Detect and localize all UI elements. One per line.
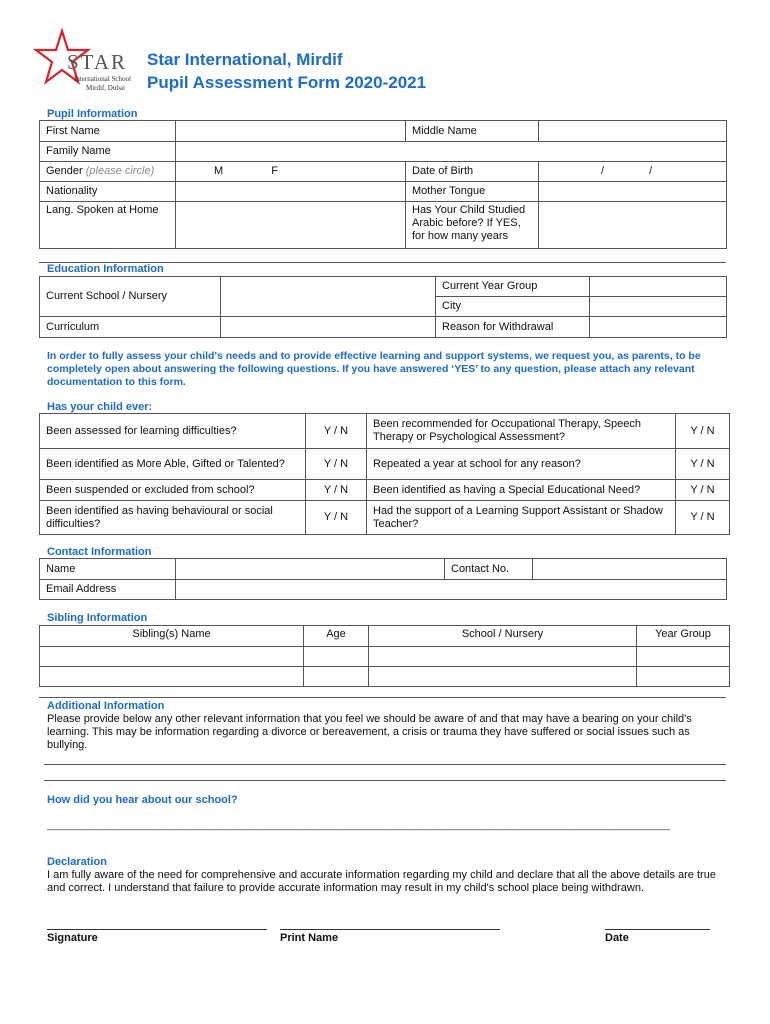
nationality-field[interactable] xyxy=(176,182,406,202)
sibling-age-field[interactable] xyxy=(304,667,369,687)
sibling-col-age: Age xyxy=(304,626,369,647)
contact-info-table xyxy=(39,558,727,600)
reason-label: Reason for Withdrawal xyxy=(436,317,590,338)
yn-right-2[interactable]: Y / N xyxy=(676,449,730,480)
question-left-4: Been identified as having behavioural or social difficulties? xyxy=(40,501,306,535)
additional-top-rule xyxy=(39,697,726,698)
city-field[interactable] xyxy=(590,297,727,317)
yn-left-4[interactable]: Y / N xyxy=(306,501,367,535)
education-info-table xyxy=(39,276,727,338)
logo-text: STAR xyxy=(67,50,127,74)
sibling-table xyxy=(39,625,730,687)
email-label: Email Address xyxy=(40,580,176,600)
sibling-col-school: School / Nursery xyxy=(369,626,637,647)
dob-field[interactable] xyxy=(539,162,727,182)
signature-line[interactable] xyxy=(47,929,267,930)
logo-line1: International School xyxy=(74,75,131,83)
sibling-school-field[interactable] xyxy=(369,667,637,687)
question-left-3: Been suspended or excluded from school? xyxy=(40,480,306,501)
yn-right-3[interactable]: Y / N xyxy=(676,480,730,501)
family-name-field[interactable] xyxy=(176,142,727,162)
yn-right-4[interactable]: Y / N xyxy=(676,501,730,535)
education-info-heading: Education Information xyxy=(47,263,164,275)
current-year-field[interactable] xyxy=(590,277,727,297)
gender-hint: (please circle) xyxy=(85,165,155,177)
gender-text: Gender xyxy=(46,165,83,177)
dob-slash-2: / xyxy=(649,165,653,177)
school-logo xyxy=(30,28,140,98)
curriculum-field[interactable] xyxy=(221,317,436,338)
hear-heading: How did you hear about our school? xyxy=(47,794,238,806)
sibling-row xyxy=(40,667,730,687)
page-title: Star International, Mirdif xyxy=(147,50,343,69)
print-name-line[interactable] xyxy=(280,929,500,930)
city-label: City xyxy=(436,297,590,317)
contact-name-label: Name xyxy=(40,559,176,580)
page-subtitle: Pupil Assessment Form 2020-2021 xyxy=(147,73,427,92)
first-name-field[interactable] xyxy=(176,121,406,142)
additional-line-1[interactable] xyxy=(44,764,726,765)
question-left-1: Been assessed for learning difficulties? xyxy=(40,414,306,449)
intro-paragraph: In order to fully assess your child's needs and to provide effective learning and support systems, we request you, as parents, to be completely open about answering the following questions. If you have answered ‘YES’ to any question, please attach any relevant documentation to this form. xyxy=(47,350,701,388)
reason-field[interactable] xyxy=(590,317,727,338)
question-right-4: Had the support of a Learning Support Assistant or Shadow Teacher? xyxy=(367,501,676,535)
sibling-name-field[interactable] xyxy=(40,667,304,687)
question-left-2: Been identified as More Able, Gifted or Talented? xyxy=(40,449,306,480)
yn-left-1[interactable]: Y / N xyxy=(306,414,367,449)
current-year-label: Current Year Group xyxy=(436,277,590,297)
gender-options xyxy=(176,162,406,182)
sibling-info-heading: Sibling Information xyxy=(47,612,148,624)
signature-label: Signature xyxy=(47,932,98,944)
yn-left-2[interactable]: Y / N xyxy=(306,449,367,480)
current-school-label: Current School / Nursery xyxy=(40,277,221,317)
arabic-label: Has Your Child Studied Arabic before? If YES, for how many years xyxy=(406,202,539,249)
lang-home-field[interactable] xyxy=(176,202,406,249)
contact-info-heading: Contact Information xyxy=(47,546,152,558)
sibling-year-field[interactable] xyxy=(637,647,730,667)
logo-line2: Mirdif, Dubai xyxy=(86,84,125,92)
sibling-age-field[interactable] xyxy=(304,647,369,667)
date-label: Date xyxy=(605,932,629,944)
sibling-row xyxy=(40,647,730,667)
contact-no-label: Contact No. xyxy=(445,559,533,580)
question-right-1: Been recommended for Occupational Therapy, Speech Therapy or Psychological Assessment? xyxy=(367,414,676,449)
sibling-col-year: Year Group xyxy=(637,626,730,647)
declaration-text: I am fully aware of the need for comprehensive and accurate information regarding my child and declare that all the above details are true and correct. I understand that failure to provide accurate information may result in my child's school place being withdrawn. xyxy=(47,869,716,894)
family-name-label: Family Name xyxy=(40,142,176,162)
gender-label xyxy=(40,162,176,182)
sibling-year-field[interactable] xyxy=(637,667,730,687)
first-name-label: First Name xyxy=(40,121,176,142)
additional-info-text: Please provide below any other relevant information that you feel we should be aware of and that may have a bearing on your child's learning. This may be information regarding a divorce or bereavement, a crisis or trauma they have suffered or social issues such as bullying. xyxy=(47,713,692,751)
sibling-name-field[interactable] xyxy=(40,647,304,667)
yn-left-3[interactable]: Y / N xyxy=(306,480,367,501)
middle-name-label: Middle Name xyxy=(406,121,539,142)
additional-line-2[interactable] xyxy=(44,780,726,781)
hear-answer-line[interactable]: ________________________________________________________________________________________________________________ xyxy=(47,820,670,831)
lang-home-label: Lang. Spoken at Home xyxy=(40,202,176,249)
date-line[interactable] xyxy=(605,929,710,930)
dob-slash-1: / xyxy=(601,165,605,177)
nationality-label: Nationality xyxy=(40,182,176,202)
declaration-heading: Declaration xyxy=(47,856,107,868)
has-ever-heading: Has your child ever: xyxy=(47,401,153,413)
sibling-school-field[interactable] xyxy=(369,647,637,667)
question-right-3: Been identified as having a Special Educational Need? xyxy=(367,480,676,501)
yn-right-1[interactable]: Y / N xyxy=(676,414,730,449)
has-ever-table xyxy=(39,413,730,535)
email-field[interactable] xyxy=(176,580,727,600)
contact-no-field[interactable] xyxy=(533,559,727,580)
gender-male-option[interactable]: M xyxy=(214,165,224,177)
contact-name-field[interactable] xyxy=(176,559,445,580)
pupil-info-heading: Pupil Information xyxy=(47,108,138,120)
additional-info-heading: Additional Information xyxy=(47,700,165,712)
print-name-label: Print Name xyxy=(280,932,339,944)
dob-label: Date of Birth xyxy=(406,162,539,182)
question-right-2: Repeated a year at school for any reason? xyxy=(367,449,676,480)
mother-tongue-label: Mother Tongue xyxy=(406,182,539,202)
sibling-col-name: Sibling(s) Name xyxy=(40,626,304,647)
mother-tongue-field[interactable] xyxy=(539,182,727,202)
gender-female-option[interactable]: F xyxy=(271,165,278,177)
middle-name-field[interactable] xyxy=(539,121,727,142)
arabic-field[interactable] xyxy=(539,202,727,249)
pupil-info-table xyxy=(39,120,727,249)
current-school-field[interactable] xyxy=(221,277,436,317)
curriculum-label: Curriculum xyxy=(40,317,221,338)
